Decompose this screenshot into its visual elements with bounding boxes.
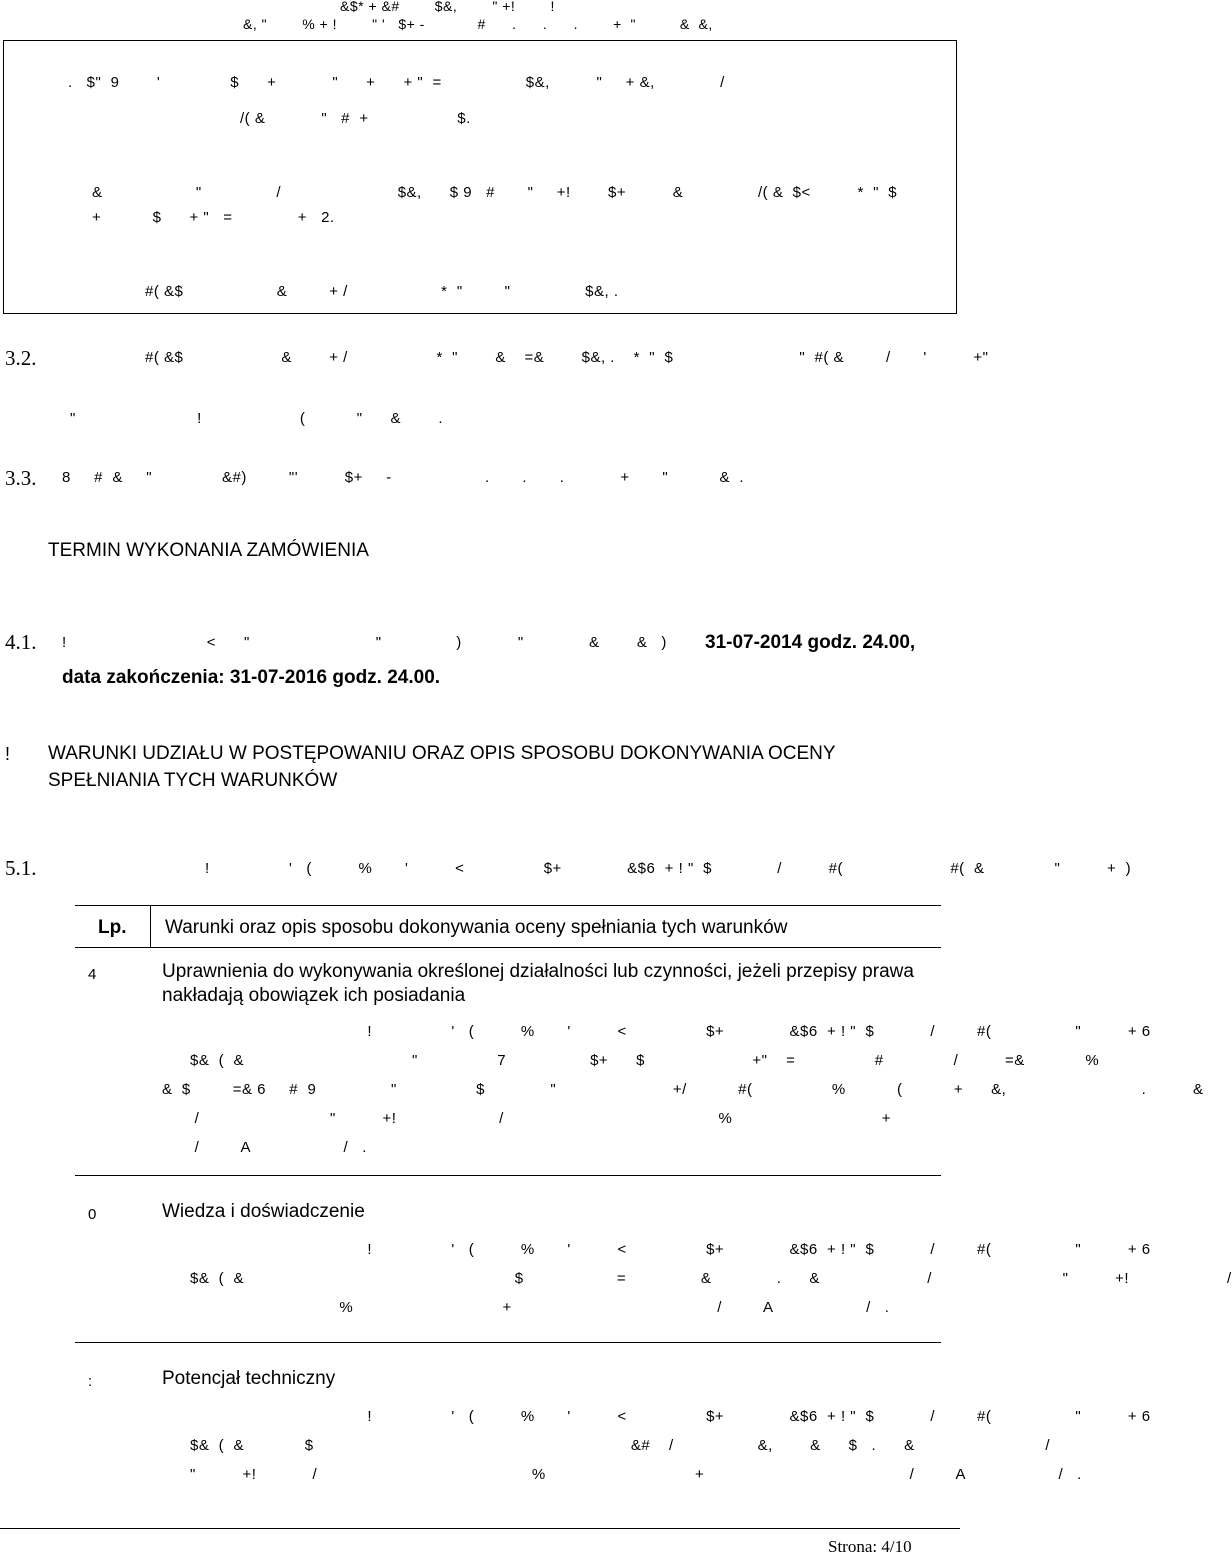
header-line-1: &$* + &# $&, " +! ! — [340, 0, 555, 14]
section-3-3-line-1: 8 # & " &#) "' $+ - . . . + " & . — [62, 469, 744, 486]
table-row-1-body: ! ' ( % ' < $+ &$6 + ! " $ / #( " + 6 $& ( & " 7 $+ $ +" = # / =& % & $ =& 6 # 9 " $ " +/ #( % ( + &, . & / " +! / % + / A / . — [162, 1023, 1204, 1156]
box-line-1: . $" 9 ' $ + " + + " = $&, " + &, / — [68, 74, 725, 91]
box-line-5: #( &$ & + / * " " $&, . — [145, 283, 619, 300]
section-3-2-line-2: " ! ( " & . — [70, 410, 444, 427]
section-4-1-end-date: data zakończenia: 31-07-2016 godz. 24.00. — [62, 667, 441, 688]
table-row-1-number: 4 — [88, 966, 97, 983]
section-3-2-number: 3.2. — [5, 346, 37, 370]
table-row-3-number: : — [88, 1373, 93, 1390]
section-4-1-garbled: ! < " " ) " & & ) — [62, 634, 667, 651]
section-5-1-number: 5.1. — [5, 856, 37, 880]
section-5-title-line-2: SPEŁNIANIA TYCH WARUNKÓW — [48, 770, 338, 791]
section-3-2-line-1: #( &$ & + / * " & =& $&, . * " $ " #( & / ' +" — [145, 349, 989, 366]
table-row-1-title: Uprawnienia do wykonywania określonej działalności lub czynności, jeżeli przepisy prawa nakładają obowiązek ich posiadania — [162, 961, 914, 1006]
section-5-title-line-1: WARUNKI UDZIAŁU W POSTĘPOWANIU ORAZ OPIS SPOSOBU DOKONYWANIA OCENY — [48, 743, 836, 764]
table-row-3-title: Potencjał techniczny — [162, 1368, 336, 1389]
box-line-4: + $ + " = + 2. — [92, 209, 335, 226]
box-line-3: & " / $&, $ 9 # " +! $+ & /( & $< * " $ — [92, 184, 898, 201]
section-5-marker: ! — [5, 744, 11, 764]
header-line-2: &, " % + ! " ' $+ - # . . . + " & &, — [243, 16, 713, 32]
table-row-2-title: Wiedza i doświadczenie — [162, 1201, 365, 1222]
box-line-2: /( & " # + $. — [240, 110, 471, 127]
table-header-description: Warunki oraz opis sposobu dokonywania oceny spełniania tych warunków — [165, 917, 788, 938]
table-row-3-body: ! ' ( % ' < $+ &$6 + ! " $ / #( " + 6 $& ( & $ &# / &, & $ . & / " +! / % + / A / . — [190, 1408, 1151, 1483]
section-4-1-number: 4.1. — [5, 630, 37, 654]
section-4-1-start-date: 31-07-2014 godz. 24.00, — [705, 632, 916, 653]
page-number: Strona: 4/10 — [828, 1537, 912, 1556]
section-5-1-garbled: ! ' ( % ' < $+ &$6 + ! " $ / #( #( & " + ) — [205, 860, 1132, 877]
footer-rule — [0, 1528, 960, 1529]
section-4-title: TERMIN WYKONANIA ZAMÓWIENIA — [48, 540, 369, 561]
table-row-2-body: ! ' ( % ' < $+ &$6 + ! " $ / #( " + 6 $& ( & $ = & . & / " +! / % + / A / . — [190, 1241, 1232, 1316]
table-header-lp: Lp. — [98, 917, 127, 938]
section-3-3-number: 3.3. — [5, 466, 37, 490]
table-row-2-number: 0 — [88, 1206, 97, 1223]
